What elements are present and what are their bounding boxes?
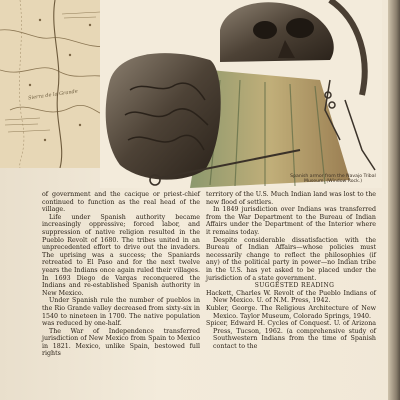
armor-photo (100, 0, 382, 188)
right-text-column (206, 191, 376, 350)
antique-map (0, 0, 112, 168)
paragraph: The War of Independence transferred jurisdiction of New Mexico from Spain to Mexico in 1821. Mexico, unlike Spain, bestowed full rights (42, 327, 200, 358)
map-drawing (0, 0, 112, 168)
reference-entry: Kubler, George. The Religious Architecture of New Mexico. Taylor Museum, Colorado Springs, 1940. (206, 304, 376, 320)
paragraph: In 1849 jurisdiction over Indians was transferred from the War Department to the Bureau of Indian Affairs under the Department of the Interior where it remains today. (206, 206, 376, 236)
paragraph: Life under Spanish authority became increasingly oppressive; forced labor, and suppression of native religion resulted in the Pueblo Revolt of 1680. The tribes united in an unprecedented effort to drive out the invaders. The uprising was a success; the Spaniards retreated to El Paso and for the next twelve years the Indians once again ruled their villages. In 1693 Diego de Vargas reconquered the Indians and re-established Spanish authority in New Mexico. (42, 213, 200, 297)
armor-illustration (100, 0, 382, 188)
reference-entry: Spicer, Edward H. Cycles of Conquest. U. of Arizona Press, Tucson, 1962. (a comprehensive study of Southwestern Indians from the time of Spanish contact to the (206, 320, 376, 350)
photo-caption: Spanish armor from the Navajo Tribal Museum. (Window Rock.) (290, 174, 376, 185)
map-caption: Sierra de la Grande (27, 88, 79, 102)
reference-entry: Hackett, Charles W. Revolt of the Pueblo Indians of New Mexico. U. of N.M. Press, 1942. (206, 289, 376, 305)
paragraph: Under Spanish rule the number of pueblos in the Rio Grande valley decreased from sixty-six in 1540 to nineteen in 1700. The native population was reduced by one-half. (42, 297, 200, 328)
page-edge-shadow (388, 0, 400, 400)
left-text-column (42, 191, 200, 358)
paragraph: territory of the U.S. Much Indian land was lost to the new flood of settlers. (206, 191, 376, 206)
suggested-reading-heading: SUGGESTED READING (254, 282, 335, 290)
paragraph: Despite considerable dissatisfaction with the Bureau of Indian Affairs—whose policies must necessarily change to reflect the philosophies (if any) of the political party in power—no Indian tribe in the U.S. has yet asked to be placed under the jurisdiction of a state government. (206, 236, 376, 282)
paragraph: of government and the cacique or priest-chief continued to function as the real head of the village. (42, 191, 200, 214)
